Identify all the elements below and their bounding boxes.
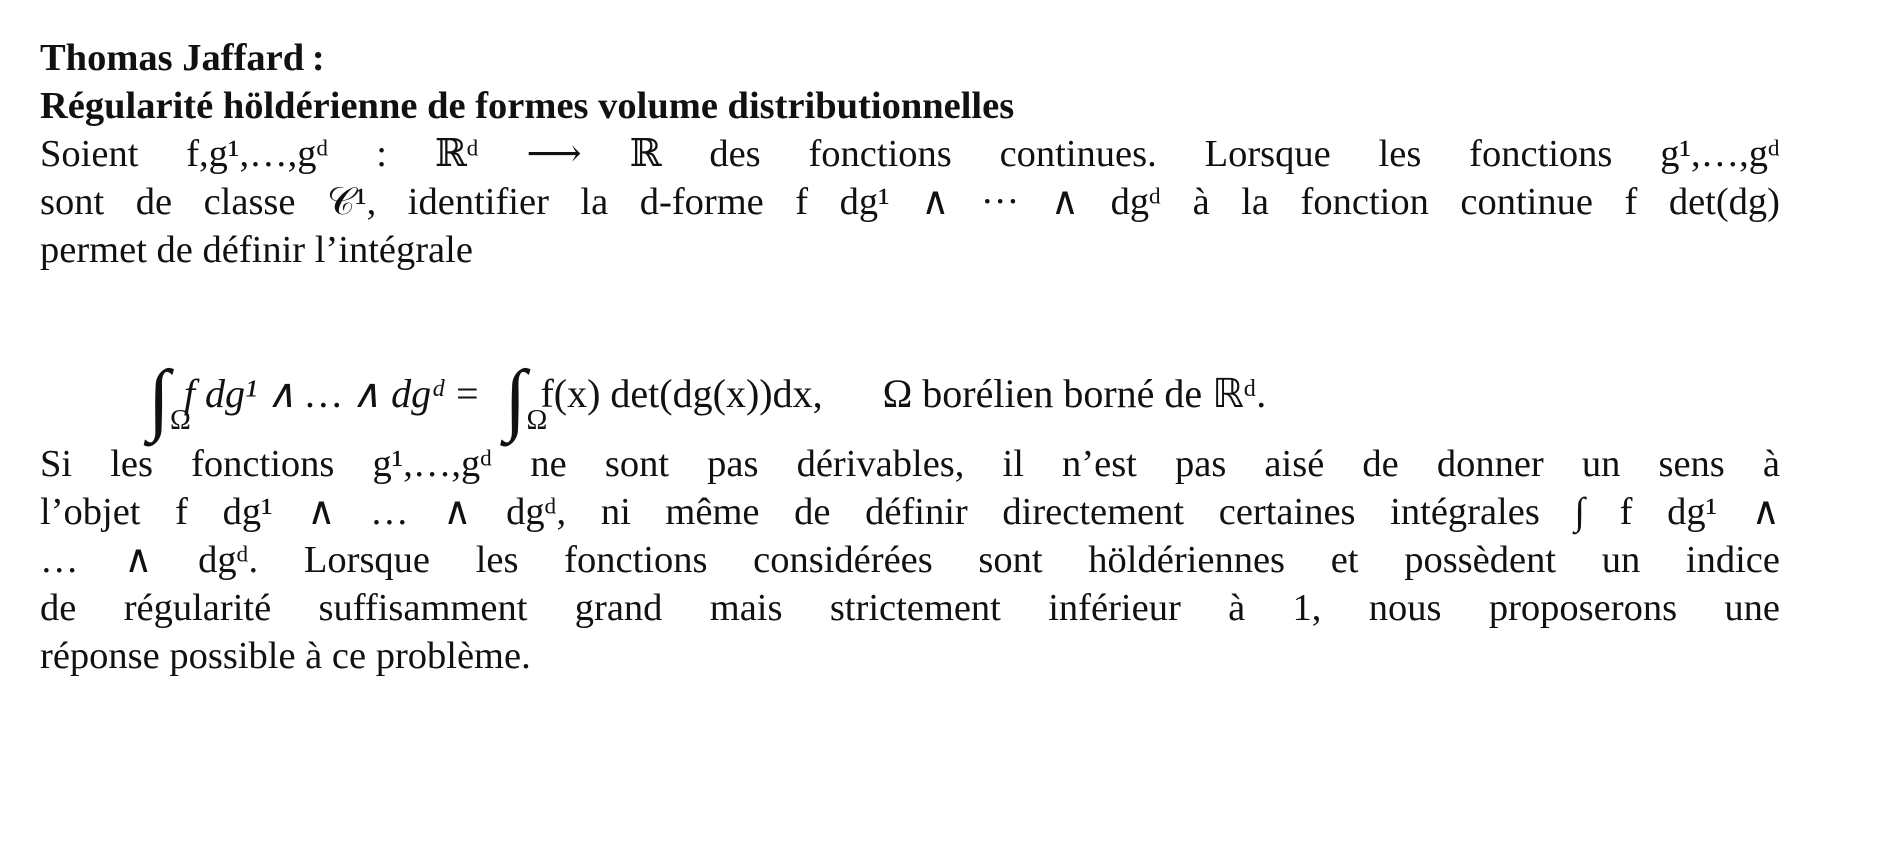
integral-domain-left: Ω bbox=[170, 405, 191, 436]
body-line-1: Si les fonctions g¹,…,gᵈ ne sont pas dérivables, il n’est pas aisé de donner un sens à bbox=[40, 443, 1780, 485]
integral-domain-right: Ω bbox=[526, 405, 548, 436]
intro-line-2: sont de classe 𝒞¹, identifier la d-forme f dg¹ ∧ ··· ∧ dgᵈ à la fonction continue f det(dg) bbox=[40, 181, 1780, 223]
integral-sign-right: ∫ Ω bbox=[505, 369, 527, 429]
equation-comment: Ω borélien borné de ℝᵈ. bbox=[882, 371, 1267, 416]
display-equation bbox=[148, 355, 1267, 443]
integral-sign-left: ∫ Ω bbox=[148, 369, 170, 429]
intro-line-1: Soient f,g¹,…,gᵈ : ℝᵈ ⟶ ℝ des fonctions continues. Lorsque les fonctions g¹,…,gᵈ bbox=[40, 133, 1780, 175]
intro-line-3: permet de définir l’intégrale bbox=[40, 229, 473, 271]
body-line-2: l’objet f dg¹ ∧ … ∧ dgᵈ, ni même de définir directement certaines intégrales ∫ f dg¹ ∧ bbox=[40, 491, 1780, 533]
body-line-3: … ∧ dgᵈ. Lorsque les fonctions considérées sont höldériennes et possèdent un indice bbox=[40, 539, 1780, 581]
paper-title: Régularité höldérienne de formes volume distributionnelles bbox=[40, 85, 1015, 127]
body-line-5: réponse possible à ce problème. bbox=[40, 635, 531, 677]
author-name: Thomas Jaffard : bbox=[40, 37, 325, 79]
body-line-4: de régularité suffisamment grand mais strictement inférieur à 1, nous proposerons une bbox=[40, 587, 1780, 629]
equation-lhs: f dg¹ ∧ … ∧ dgᵈ = bbox=[183, 371, 481, 416]
equation-rhs: f(x) det(dg(x))dx, bbox=[540, 371, 823, 416]
